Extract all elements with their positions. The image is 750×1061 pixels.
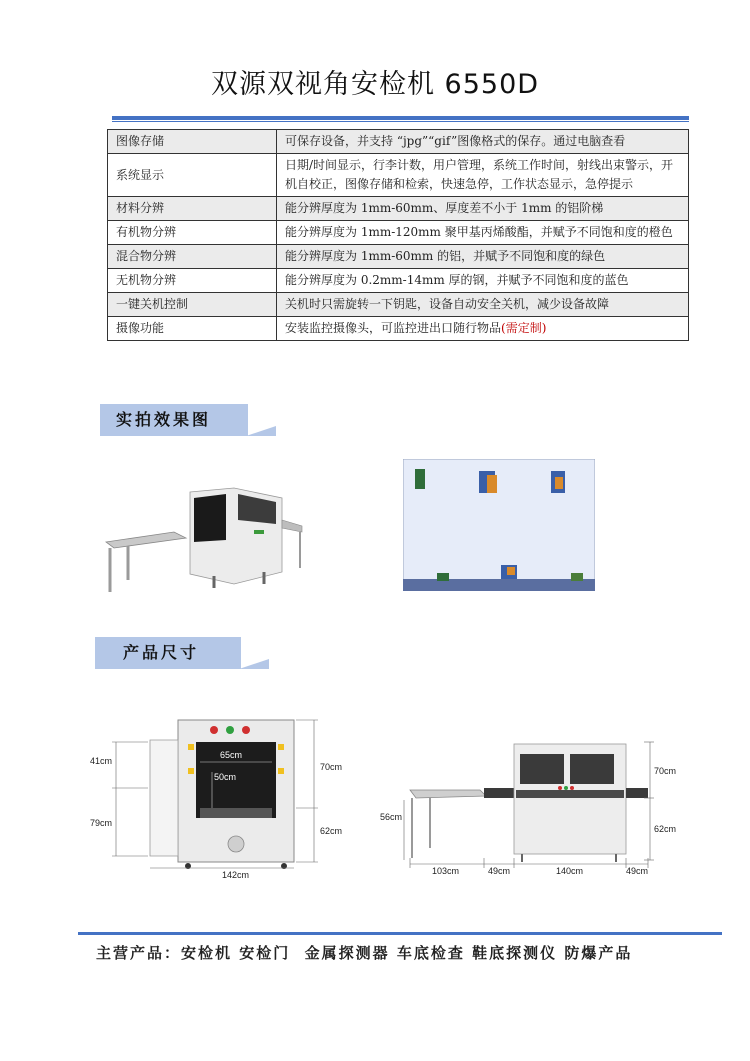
spec-value: 能分辨厚度为 0.2mm-14mm 厚的钢，并赋予不同饱和度的蓝色 bbox=[277, 269, 689, 293]
dim-label: 41cm bbox=[90, 756, 113, 766]
spec-value: 可保存设备，并支持 “jpg”“gif”图像格式的保存。通过电脑查看 bbox=[277, 130, 689, 154]
section-banner-dimensions bbox=[95, 637, 275, 669]
dim-label: 103cm bbox=[432, 866, 460, 876]
spec-value bbox=[277, 317, 689, 341]
dim-label: 62cm bbox=[320, 826, 343, 836]
dim-label: 70cm bbox=[654, 766, 676, 776]
spec-row bbox=[108, 269, 689, 293]
spec-key: 摄像功能 bbox=[108, 317, 277, 341]
dim-label: 65cm bbox=[220, 750, 243, 760]
custom-note: (需定制) bbox=[501, 321, 547, 335]
spec-row bbox=[108, 293, 689, 317]
footer-products: 主营产品：安检机 安检门 金属探测器 车底检查 鞋底探测仪 防爆产品 bbox=[96, 944, 633, 962]
section-title: 产品尺寸 bbox=[123, 643, 200, 662]
spec-row bbox=[108, 130, 689, 154]
spec-value: 能分辨厚度为 1mm-60mm、厚度差不小于 1mm 的铝阶梯 bbox=[277, 197, 689, 221]
spec-value: 能分辨厚度为 1mm-60mm 的铝，并赋予不同饱和度的绿色 bbox=[277, 245, 689, 269]
spec-value: 日期/时间显示，行李计数，用户管理，系统工作时间，射线出束警示，开机自校正，图像存储和检索，快速急停，工作状态显示，急停提示 bbox=[277, 154, 689, 197]
page-title: 双源双视角安检机 6550D bbox=[210, 69, 540, 100]
dim-label: 142cm bbox=[222, 870, 250, 880]
section-title: 实拍效果图 bbox=[116, 410, 212, 429]
side-dimension-drawing bbox=[376, 738, 676, 878]
spec-table bbox=[107, 129, 689, 341]
spec-row bbox=[108, 154, 689, 197]
dim-label: 79cm bbox=[90, 818, 113, 828]
section-banner-photos bbox=[100, 404, 280, 436]
dim-label: 70cm bbox=[320, 762, 343, 772]
dim-label: 49cm bbox=[626, 866, 649, 876]
dim-label: 62cm bbox=[654, 824, 676, 834]
spec-row bbox=[108, 317, 689, 341]
spec-row bbox=[108, 221, 689, 245]
spec-row bbox=[108, 197, 689, 221]
spec-row bbox=[108, 245, 689, 269]
spec-key: 系统显示 bbox=[108, 154, 277, 197]
spec-key: 混合物分辨 bbox=[108, 245, 277, 269]
spec-value: 能分辨厚度为 1mm-120mm 聚甲基丙烯酸酯，并赋予不同饱和度的橙色 bbox=[277, 221, 689, 245]
machine-photo bbox=[104, 480, 304, 598]
spec-key: 材料分辨 bbox=[108, 197, 277, 221]
dim-label: 140cm bbox=[556, 866, 584, 876]
footer-rule bbox=[78, 932, 722, 935]
title-rule-thin bbox=[112, 121, 689, 122]
spec-value: 关机时只需旋转一下钥匙，设备自动安全关机，减少设备故障 bbox=[277, 293, 689, 317]
spec-key: 一键关机控制 bbox=[108, 293, 277, 317]
spec-key: 有机物分辨 bbox=[108, 221, 277, 245]
dim-label: 49cm bbox=[488, 866, 511, 876]
spec-key: 无机物分辨 bbox=[108, 269, 277, 293]
dim-label: 56cm bbox=[380, 812, 403, 822]
front-dimension-drawing bbox=[88, 716, 350, 882]
title-rule bbox=[112, 116, 689, 120]
spec-value-text: 安装监控摄像头，可监控进出口随行物品 bbox=[285, 321, 502, 335]
spec-key: 图像存储 bbox=[108, 130, 277, 154]
xray-screen-photo bbox=[403, 459, 595, 591]
dim-label: 50cm bbox=[214, 772, 237, 782]
